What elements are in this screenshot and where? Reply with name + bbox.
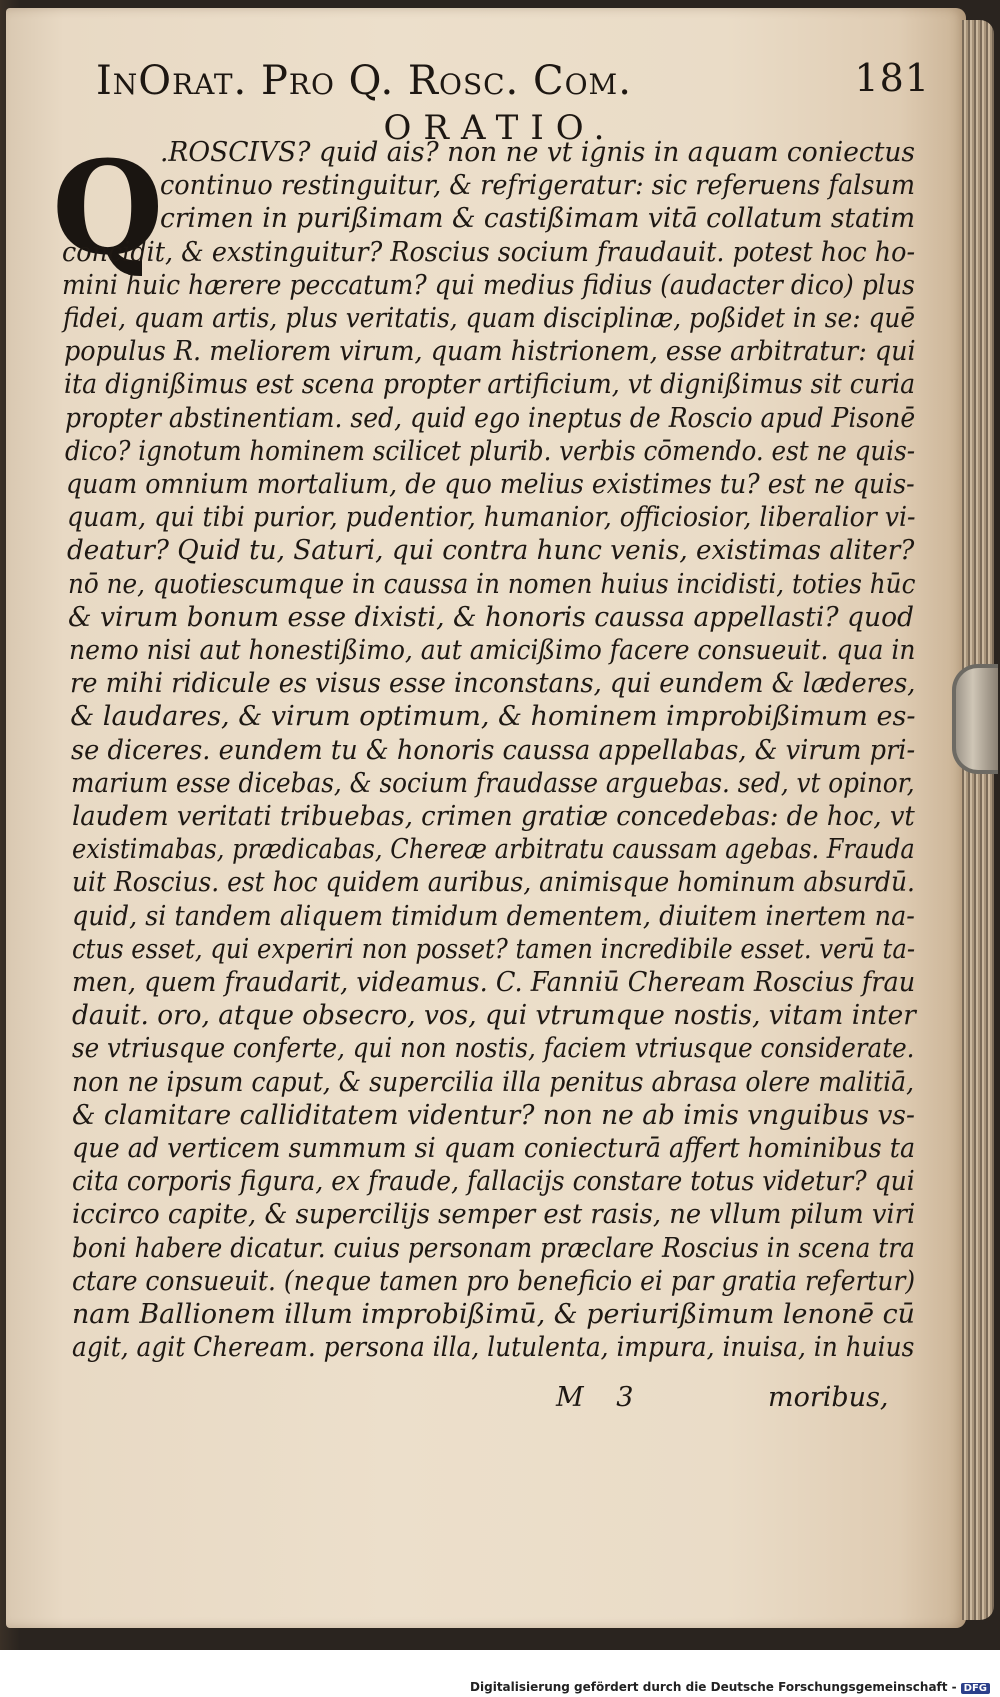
text-line: propter abstinentiam. sed, quid ego ineptus de Roscio apud Pisonē xyxy=(64,402,916,434)
text-line: deatur? Quid tu, Saturi, qui contra hunc venis, existimas aliter? xyxy=(67,535,915,567)
text-line: agit, agit Cheream. persona illa, lutulenta, impura, inuisa, in huius xyxy=(72,1332,915,1364)
text-line: ctus esset, qui experiri non posset? tamen incredibile esset. verū ta- xyxy=(72,933,916,965)
text-line: uit Roscius. est hoc quidem auribus, animisque hominum absurdū. xyxy=(72,867,915,899)
text-line: men, quem fraudarit, videamus. C. Fanniū Cheream Roscius frau xyxy=(72,967,916,998)
text-line: nam Ballionem illum improbißimū, & periurißimum lenonē cū xyxy=(72,1299,915,1330)
text-line: re mihi ridicule es visus esse inconstans, qui eundem & læderes, xyxy=(69,668,916,700)
text-line: existimabas, prædicabas, Chereæ arbitratu caussam agebas. Frauda xyxy=(72,834,915,866)
text-line: laudem veritati tribuebas, crimen gratiæ concedebas: de hoc, vt xyxy=(72,801,915,832)
text-line: dauit. oro, atque obsecro, vos, qui vtrumque nostis, vitam inter xyxy=(72,1000,916,1032)
text-line: quam, qui tibi purior, pudentior, humanior, officiosior, liberalior vi- xyxy=(66,502,916,534)
text-line: marium esse dicebas, & socium fraudasse arguebas. sed, vt opinor, xyxy=(71,767,915,799)
dfg-logo: DFG xyxy=(961,1683,990,1694)
text-line: iccirco capite, & supercilijs semper est rasis, ne vllum pilum viri xyxy=(72,1199,916,1231)
drop-cap: Q xyxy=(52,134,164,284)
text-line: continuo restinguitur, & refrigeratur: sic referuens falsum xyxy=(160,170,916,202)
text-line: quid, si tandem aliquem timidum dementem, diuitem inertem na- xyxy=(72,900,915,932)
text-line: nō ne, quotiescumque in caussa in nomen huius incidisti, toties hūc xyxy=(67,568,916,600)
text-line: non ne ipsum caput, & supercilia illa penitus abrasa olere malitiā, xyxy=(72,1066,915,1098)
text-line: & laudares, & virum optimum, & hominem improbißimum es- xyxy=(70,701,916,733)
text-line: se vtriusque conferte, qui non nostis, faciem vtriusque considerate. xyxy=(72,1033,915,1065)
running-title: InOrat. Pro Q. Rosc. Com. xyxy=(96,58,632,104)
section-title: ORATIO. xyxy=(383,108,617,148)
text-line: crimen in purißimam & castißimam vitā collatum statim xyxy=(160,203,916,235)
text-line: boni habere dicatur. cuius personam præclare Roscius in scena tra xyxy=(72,1232,915,1264)
text-line: quam omnium mortalium, de quo melius existimes tu? est ne quis- xyxy=(66,469,915,500)
text-line: populus R. meliorem virum, quam histrionem, esse arbitratur: qui xyxy=(63,336,916,368)
text-line: fidei, quam artis, plus veritatis, quam disciplinæ, poßidet in se: quē xyxy=(63,303,916,334)
text-line: ctare consueuit. (neque tamen pro beneficio ei par gratia refertur) xyxy=(72,1265,916,1297)
text-line: se diceres. eundem tu & honoris caussa appellabas, & virum pri- xyxy=(70,734,915,766)
catchword: moribus, xyxy=(768,1382,889,1413)
text-line: & virum bonum esse dixisti, & honoris caussa appellasti? quod xyxy=(68,601,915,633)
text-line: que ad verticem summum si quam coniecturā affert hominibus ta xyxy=(72,1133,916,1164)
text-line: & clamitare calliditatem videntur? non ne ab imis vnguibus vs- xyxy=(72,1099,915,1131)
text-line: concidit, & exstinguitur? Roscius socium fraudauit. potest hoc ho- xyxy=(61,236,915,268)
text-line: cita corporis figura, ex fraude, fallacijs constare totus videtur? qui xyxy=(72,1166,915,1198)
footer-credit xyxy=(470,1680,990,1694)
text-line: dico? ignotum hominem scilicet plurib. verbis cōmendo. est ne quis- xyxy=(65,435,916,467)
text-line: .ROSCIVS? quid ais? non ne vt ignis in aquam coniectus xyxy=(160,137,916,168)
page-number: 181 xyxy=(854,56,930,100)
text-line: nemo nisi aut honestißimo, aut amicißimo facere consueuit. qua in xyxy=(69,635,916,666)
footer-credit-text: Digitalisierung gefördert durch die Deutsche Forschungsgemeinschaft - xyxy=(470,1680,957,1694)
text-line: ita dignißimus est scena propter artificium, vt dignißimus sit curia xyxy=(64,369,916,401)
text-line: mini huic hærere peccatum? qui medius fidius (audacter dico) plus xyxy=(62,269,916,301)
signature-mark: M 3 xyxy=(556,1382,646,1413)
